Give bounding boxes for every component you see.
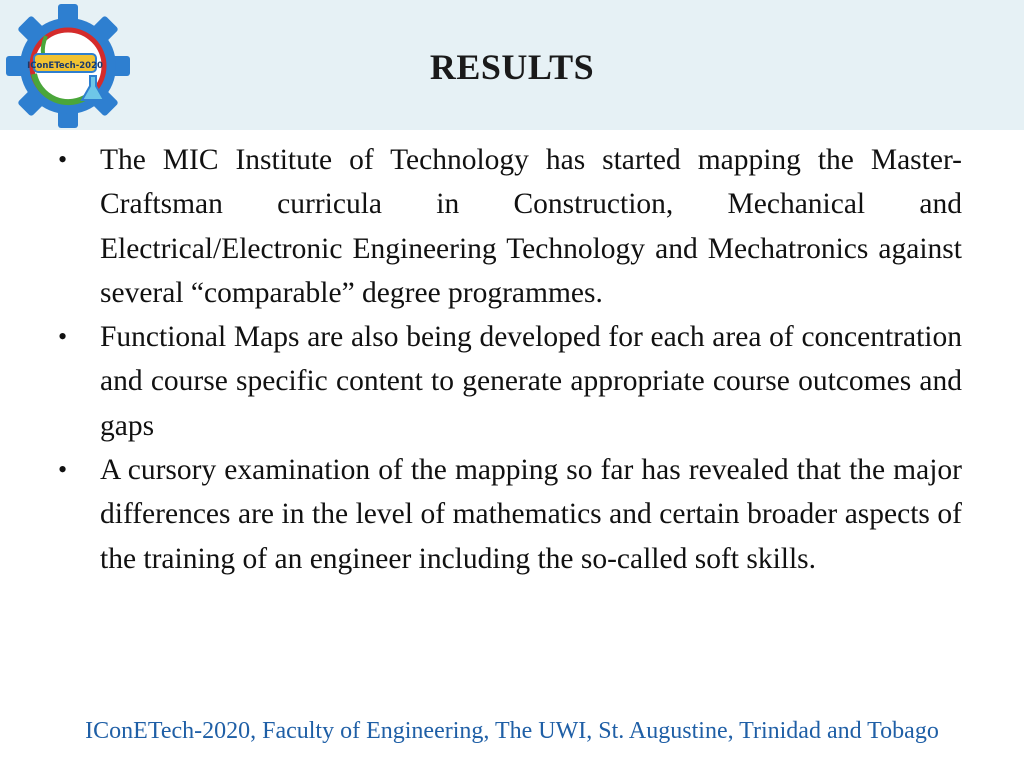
slide-header: [0, 0, 1024, 130]
bullet-list: [58, 138, 962, 581]
bullet-item: [58, 138, 962, 315]
bullet-dot-icon: •: [58, 145, 68, 174]
bullet-item: [58, 448, 962, 581]
slide-body: [58, 138, 962, 581]
footer-text: IConETech-2020, Faculty of Engineering, The UWI, St. Augustine, Trinidad and Tobago: [85, 718, 939, 744]
bullet-text: Functional Maps are also being developed for each area of concentration and course specific content to generate appropriate course outcomes and gaps: [100, 321, 962, 442]
slide-footer: [0, 718, 1024, 745]
logo-text: IConETech-2020: [27, 61, 103, 71]
bullet-item: [58, 315, 962, 448]
bullet-dot-icon: •: [58, 322, 68, 352]
bullet-text: A cursory examination of the mapping so far has revealed that the major differences are in the level of mathematics and certain broader aspects of the training of an engineer including the so-called soft skills.: [100, 454, 962, 575]
bullet-text: The MIC Institute of Technology has started mapping the Master-Craftsman curricula in Construction, Mechanical and Electrical/Electronic Engineering Technology and Mechatronics against several “comparable” degree programmes.: [100, 144, 962, 309]
bullet-dot-icon: •: [58, 455, 68, 485]
slide-title: RESULTS: [429, 47, 595, 87]
